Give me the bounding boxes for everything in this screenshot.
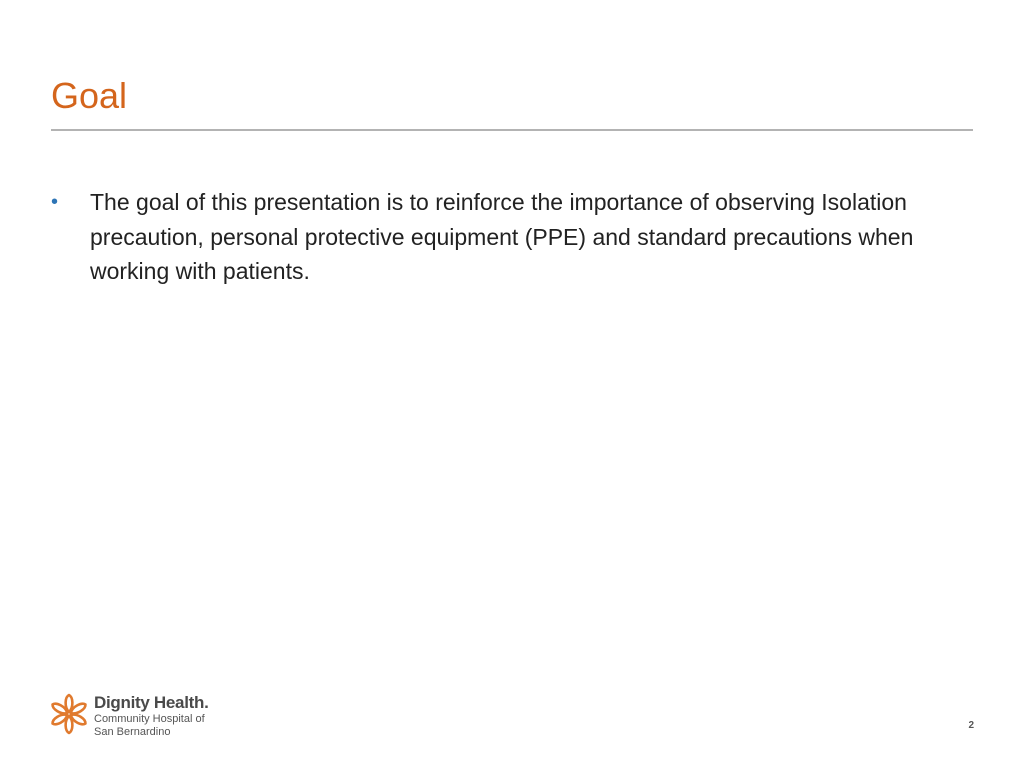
bullet-item xyxy=(51,185,951,289)
logo-hospital-line2: San Bernardino xyxy=(94,726,171,738)
logo-brand-name: Dignity Health. xyxy=(94,693,209,712)
dignity-health-logo xyxy=(48,693,209,739)
logo-hospital-line1: Community Hospital of xyxy=(94,713,205,725)
page-number: 2 xyxy=(968,720,974,731)
slide-title: Goal xyxy=(51,75,128,116)
logo-text xyxy=(94,693,209,739)
bullet-list xyxy=(51,185,951,289)
title-divider xyxy=(51,129,973,131)
dignity-health-star-icon xyxy=(48,693,90,735)
bullet-text: The goal of this presentation is to reinforce the importance of observing Isolation precaution, personal protective equipment (PPE) and standard precautions when working with patients. xyxy=(90,189,914,284)
bullet-marker: • xyxy=(51,191,59,213)
